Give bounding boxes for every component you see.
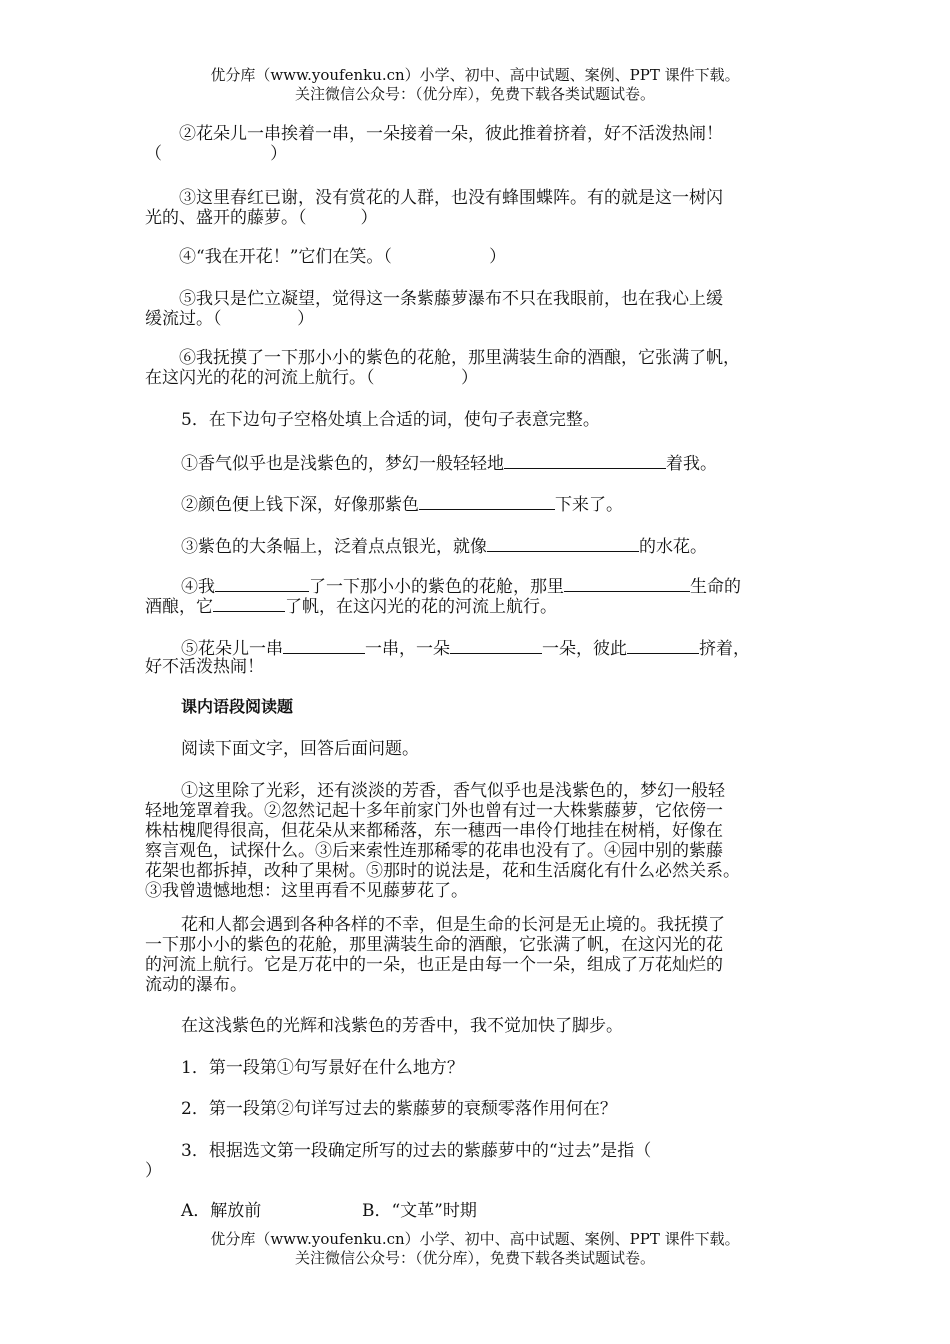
question-3: 3．根据选文第一段确定所写的过去的紫藤萝中的“过去”是指（ (181, 1141, 652, 1161)
question-3-line2: ） (145, 1161, 162, 1181)
question-2: 2．第一段第②句详写过去的紫藤萝的衰颓零落作用何在？ (181, 1099, 617, 1119)
passage-paragraph-3: 在这浅紫色的光辉和浅紫色的芳香中，我不觉加快了脚步。 (181, 1016, 623, 1036)
fill-blank[interactable] (419, 493, 555, 510)
header-line-1: 优分库（www.youfenku.cn）小学、初中、高中试题、案例、PPT 课件下载。 (210, 66, 740, 84)
q5-sentence-4-line2: 酒酿，它 了帆，在这闪光的花的河流上航行。 (145, 597, 557, 617)
q5-sentence-5: ⑤花朵儿一串 一串，一朵 一朵，彼此 挤着， (181, 639, 750, 659)
q4-item-4: ④“我在开花！”它们在笑。（ ） (179, 247, 507, 267)
page-footer (0, 1230, 950, 1268)
q5-sentence-1: ①香气似乎也是浅紫色的，梦幻一般轻轻地 着我。 (181, 454, 717, 474)
fill-blank[interactable] (450, 637, 542, 654)
q4-item-5-line2: 缓流过。（ ） (145, 309, 315, 329)
q4-item-3-line2: 光的、盛开的藤萝。（ ） (145, 208, 378, 228)
question-1: 1．第一段第①句写景好在什么地方？ (181, 1058, 464, 1078)
q4-item-6-line2: 在这闪光的花的河流上航行。（ ） (145, 368, 478, 388)
fill-blank[interactable] (213, 595, 285, 612)
fill-blank[interactable] (564, 575, 690, 592)
header-line-2: 关注微信公众号：（优分库），免费下载各类试题试卷。 (294, 85, 655, 103)
q5-title: 5．在下边句子空格处填上合适的词，使句子表意完整。 (181, 410, 600, 430)
footer-line-1: 优分库（www.youfenku.cn）小学、初中、高中试题、案例、PPT 课件下载。 (210, 1230, 740, 1248)
footer-line-2: 关注微信公众号：（优分库），免费下载各类试题试卷。 (294, 1249, 655, 1267)
option-a: A．解放前 (181, 1201, 262, 1221)
fill-blank[interactable] (504, 452, 666, 469)
section-title: 课内语段阅读题 (181, 697, 294, 716)
q4-item-2-answer: （ ） (145, 144, 288, 164)
page-header (0, 66, 950, 104)
fill-blank[interactable] (283, 637, 365, 654)
option-b: B．“文革”时期 (362, 1201, 477, 1221)
passage-paragraph-2: 花和人都会遇到各种各样的不幸，但是生命的长河是无止境的。我抚摸了 一下那小小的紫色的花舱，那里满装生命的酒酿，它张满了帆，在这闪光的花 的河流上航行。它是万花中的一朵，也正是由每一个一朵，组成了万花灿烂的 流动的瀑布。 (145, 915, 725, 995)
passage-paragraph-1: ①这里除了光彩，还有淡淡的芳香，香气似乎也是浅紫色的，梦幻一般轻 轻地笼罩着我。②忽然记起十多年前家门外也曾有过一大株紫藤萝，它依傍一 株枯槐爬得很高，但花朵从来都稀落，东一穗西一串伶仃地挂在树梢，好像在 察言观色，试探什么。③后来索性连那稀零的花串也没有了。④园中别的紫藤 花架也都拆掉，改种了果树。⑤那时的说法是，花和生活腐化有什么必然关系。 ③我曾遗憾地想：这里再看不见藤萝花了。 (145, 781, 740, 901)
q5-sentence-5-line2: 好不活泼热闹！ (145, 657, 264, 677)
q4-item-6: ⑥我抚摸了一下那小小的紫色的花舱，那里满装生命的酒酿，它张满了帆， (179, 348, 740, 368)
reading-instruction: 阅读下面文字，回答后面问题。 (181, 739, 419, 759)
q4-item-5: ⑤我只是伫立凝望，觉得这一条紫藤萝瀑布不只在我眼前，也在我心上缓 (179, 289, 723, 309)
q5-sentence-3: ③紫色的大条幅上，泛着点点银光，就像 的水花。 (181, 537, 707, 557)
fill-blank[interactable] (487, 535, 639, 552)
fill-blank[interactable] (215, 575, 309, 592)
q5-sentence-4: ④我 了一下那小小的紫色的花舱，那里 生命的 (181, 577, 741, 597)
q4-item-2: ②花朵儿一串挨着一串，一朵接着一朵，彼此推着挤着，好不活泼热闹！ (179, 124, 723, 144)
q5-sentence-2: ②颜色便上钱下深，好像那紫色 下来了。 (181, 495, 623, 515)
q4-item-3: ③这里春红已谢，没有赏花的人群，也没有蜂围蝶阵。有的就是这一树闪 (179, 188, 723, 208)
fill-blank[interactable] (627, 637, 699, 654)
